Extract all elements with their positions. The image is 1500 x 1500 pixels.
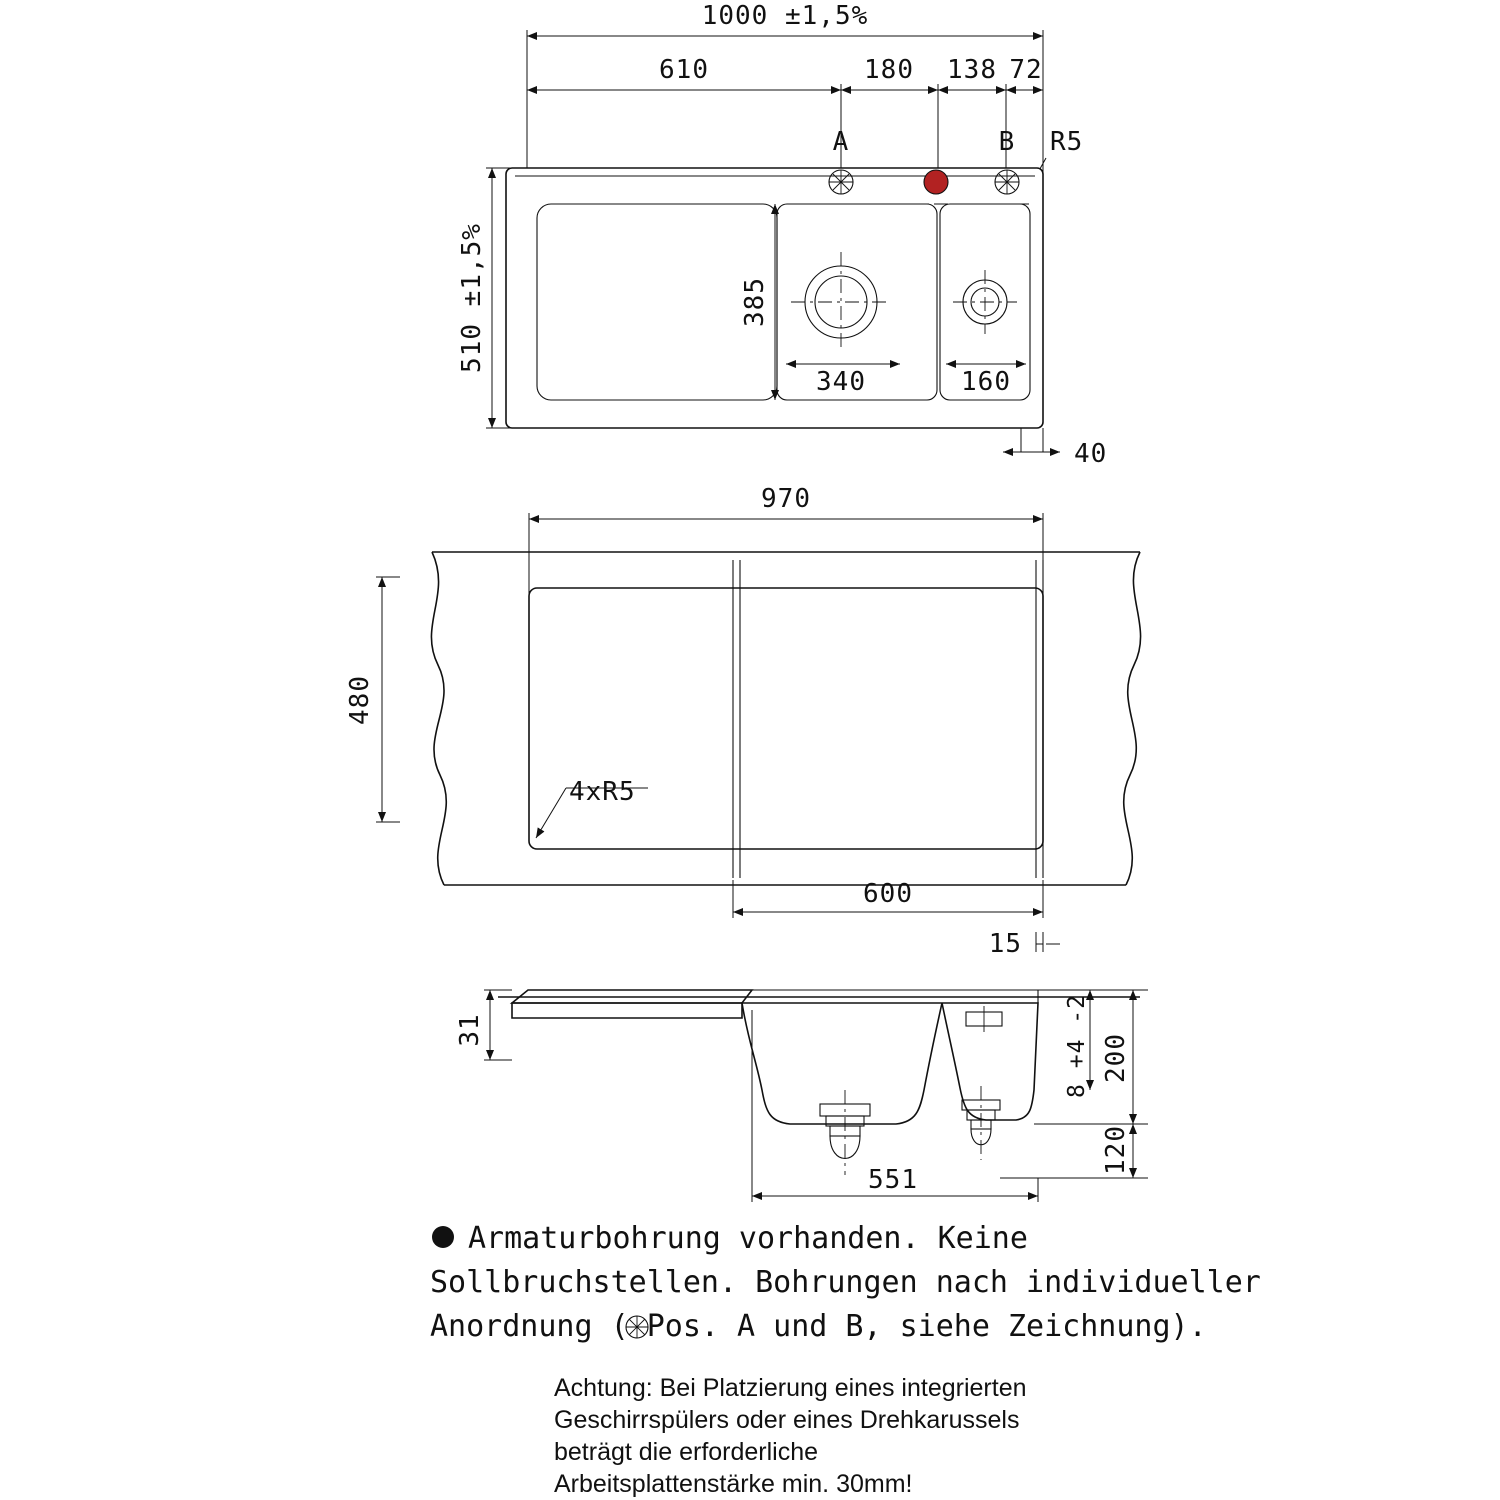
worktop-break-right [1124,552,1141,885]
dim-edge-offset-label: 72 [1009,55,1043,85]
dim-rim-height [484,990,512,1060]
dim-drain-position-label: 551 [868,1165,918,1195]
notes-block [430,1221,1261,1498]
note-sub-line-4: Arbeitsplattenstärke min. 30mm! [554,1470,913,1498]
section-small-drain [962,1086,1000,1160]
section-main-drain [820,1090,870,1175]
dim-cutout-depth [376,577,400,822]
note-main-line-3: Anordnung ( Pos. A und B, siehe Zeichnung). [430,1309,1207,1344]
note-sub-line-2: Geschirrspülers oder eines Drehkarussels [554,1406,1020,1434]
dim-edge-distance [1036,932,1060,952]
section-bowl-profile [742,1003,1038,1124]
dim-cabinet-width-label: 600 [863,879,913,909]
tap-hole-a [829,170,853,194]
bullet-icon [432,1226,454,1248]
dim-rim-height-label: 31 [455,1013,485,1047]
tap-hole-main [924,170,948,194]
dim-small-bowl-width-label: 160 [961,367,1011,397]
dim-cutout-depth-label: 480 [345,675,375,725]
dim-small-bowl-span-label: 138 [947,55,997,85]
top-view [457,1,1107,469]
cutout-view [345,484,1141,959]
hole-label-a: A [832,127,850,157]
dim-cutout-width [529,513,1043,600]
dim-main-bowl-width-label: 340 [816,367,866,397]
dim-tolerance-label: 8 +4 -2 [1064,994,1090,1098]
note-sub-line-3: beträgt die erforderliche [554,1438,819,1466]
dim-bowl-depth-total-label: 200 [1101,1033,1131,1083]
dim-bowl-depth-label: 385 [740,277,770,327]
note-main-line-2: Sollbruchstellen. Bohrungen nach individueller [430,1265,1261,1300]
tap-hole-b [995,170,1019,194]
section-rim-band [512,1003,742,1018]
dim-bowl-offset-label: 180 [864,55,914,85]
dim-corner-radius-label: R5 [1050,127,1084,157]
crosshair-icon [626,1316,648,1338]
note-sub-line-1: Achtung: Bei Platzierung eines integrierten [554,1374,1027,1402]
hole-label-b: B [998,127,1016,157]
section-view [455,990,1148,1202]
dim-overall-width-label: 1000 ±1,5% [701,1,869,31]
dim-overall-depth-label: 510 ±1,5% [457,223,487,373]
worktop-break-left [431,552,446,885]
dim-edge-distance-label: 15 [988,929,1022,959]
dim-rim-offset [1003,428,1060,452]
note-main-line-1: Armaturbohrung vorhanden. Keine [468,1221,1028,1256]
section-tap-hole [966,1006,1002,1032]
dim-rim-offset-label: 40 [1074,439,1108,469]
dim-cutout-width-label: 970 [761,484,811,514]
dim-chain-top [527,84,1043,170]
dim-drain-depth-label: 120 [1101,1125,1131,1175]
dim-corner-radii-label: 4xR5 [569,777,636,807]
dim-overall-width [527,30,1043,180]
cutout-rectangle [529,588,1043,849]
dim-drainer-width-label: 610 [659,55,709,85]
